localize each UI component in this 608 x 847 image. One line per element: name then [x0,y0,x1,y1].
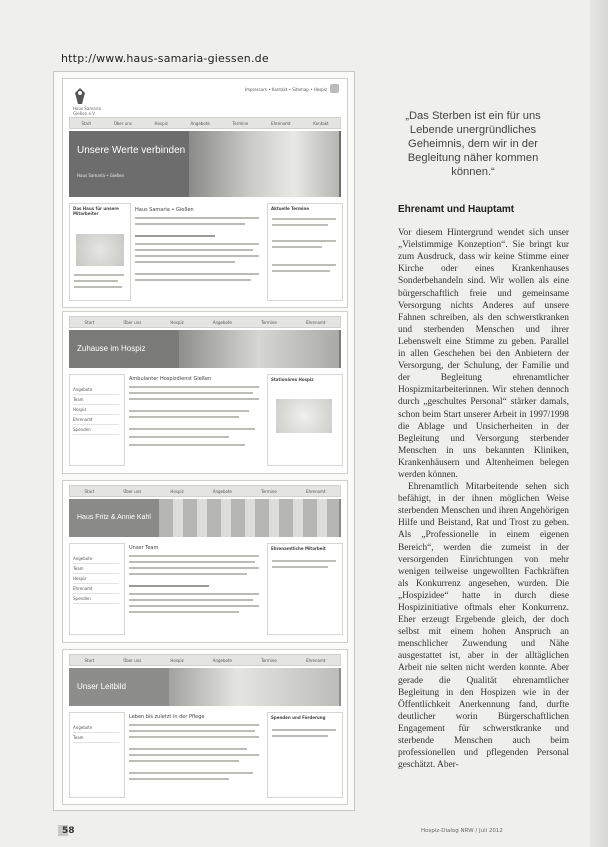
nav-item: Start [84,488,95,494]
sidebar-item: Angebote [73,556,119,564]
hero-title: Zuhause im Hospiz [77,344,146,353]
box-title: Aktuelle Termine [271,206,310,211]
article-paragraph: Vor diesem Hintergrund wendet sich unser „Vielstimmige Konzeption“. Sie bringt kur zum Ausdruck, dass wir keine Stimme einer Kirche oder eines Krankenhauses Sonderbehandeln sind. Wir wollen als eine bürgerschaftlich freie und gemeinsame Versorgung nichts Anderes auf unsere Fahnen schreiben, als den schwerstkranken und sterbenden Menschen und ihrer Lebenswelt eine Stimme zu geben. Parallel in allen Geschehen bei den Anbietern der Versorgung, der Schulung, der Familie und der Begleitung ehrenamtlicher Hospizmitarbeiterinnen. Wir stehen dennoch durch „geschultes Personal“ stärker damals, schon beim Start unserer Arbeit in 1997/1998 die Ablage und Unsicherheiten in der Begleitung und Versorgung sterbender Menschen in uns bekannten Kliniken, Krankenhäusern und Altenheimen belegen werden können. [398,228,569,480]
box-title: Stationäres Hospiz [271,377,314,382]
sidebar [69,374,125,466]
hero-title: Unser Leitbild [77,682,126,691]
main-nav [69,316,341,328]
main-nav [69,654,341,666]
nav-item: Start [84,657,95,663]
hero-subtitle: Haus Samaria • Gießen [77,173,124,178]
sidebar-item: Spenden [73,596,119,604]
sidebar-item: Team [73,566,119,574]
nav-item: Termine [261,488,277,494]
sidebar-item: Angebote [73,725,119,733]
nav-item: Hospiz [154,120,168,126]
nav-item: Ehrenamt [271,120,291,126]
nav-item: Angebote [212,657,233,663]
box-image [276,399,332,433]
main-nav [69,485,341,497]
nav-item: Angebote [190,120,210,126]
info-box-right [267,374,343,466]
sidebar-item: Angebote [73,387,119,395]
sidebar-item: Team [73,735,119,743]
nav-item: Ehrenamt [305,657,326,663]
nav-item: Hospiz [170,319,184,325]
sidebar-item: Ehrenamt [73,586,119,594]
hero-banner [69,131,341,197]
nav-item: Über uns [123,657,142,663]
nav-item: Start [84,319,95,325]
box-title: Spenden und Förderung [271,715,326,720]
search-icon [330,84,339,93]
nav-item: Termine [261,657,277,663]
website-screenshots [53,71,355,811]
box-title: Das Haus für unsere Mitarbeiter [73,206,119,216]
main-nav [69,117,341,129]
article-paragraph: Ehrenamtlich Mitarbeitende sehen sich befähigt, in der ihnen möglichen Weise sterbenden Menschen und ihren Angehörigen Hilfe und Beistand, Rat und Trost zu geben. Als „Professionelle in einem eigenen Bereich“, werden die zumeist in der versorgenden Einrichtungen von mehr wenigen teilweise ungewollten Fachkräften als Konkurrenz angesehen, wurden. Die „Hospizidee“ hatte in durch diese Hospizinitiative oftmals eher Konkurrenz. Eher erzeugt Ergebende gleich, der doch selbst mit einem hohen Anspruch an menschlicher Zuwendung und Nähe ausgestattet ist, aber in der alltäglichen Arbeit nie selten nicht werden konnte. Aber gerade die Qualität ehrenamtlicher Begleitung in den Hospizen wie in der Öffentlichkeit Anerkennung fand, durfte deutlicher worin Bürgerschaftlichen Engagement für schwerstkranke und sterbende Menschen auch beim professionellen und pflegenden Personal geschätzt. Aber- [398,482,569,771]
nav-item: Angebote [212,488,233,494]
article-column [398,204,569,771]
hero-banner [69,668,341,706]
info-box-right [267,712,343,798]
hero-image [159,499,339,537]
hero-image [189,131,339,197]
nav-item: Start [81,120,92,126]
section-heading: Ambulanter Hospizdienst Gießen [129,376,212,382]
hero-title: Unsere Werte verbinden [77,145,186,156]
nav-item: Über uns [113,120,132,126]
hero-title: Haus Fritz & Annie Kahl [77,514,151,521]
hero-banner [69,330,341,368]
sidebar-item: Spenden [73,427,119,435]
page-footer: Hospiz-Dialog NRW / Juli 2012 [421,828,503,834]
screenshot-leitbild [62,649,348,805]
hero-banner [69,499,341,537]
page-edge [590,0,608,847]
nav-item: Über uns [123,319,142,325]
sidebar [69,712,125,798]
logo-icon [73,87,87,105]
info-box-left [69,203,131,301]
nav-item: Ehrenamt [305,488,326,494]
screenshot-team [62,480,348,643]
nav-item: Termine [232,120,249,126]
nav-item: Über uns [123,488,142,494]
meta-links: Impressum • Kontakt • Sitemap • Hospiz [244,87,327,92]
article-heading: Ehrenamt und Hauptamt [398,204,515,215]
hero-image [179,330,339,368]
sidebar-item: Team [73,397,119,405]
nav-item: Termine [261,319,277,325]
info-box-right [267,543,343,635]
screenshot-home [62,78,348,308]
sidebar [69,543,125,635]
sidebar-item: Hospiz [73,576,119,584]
pull-quote: „Das Sterben ist ein für uns Lebende unergründliches Geheimnis, dem wir in der Begleitung näher kommen können.“ [405,110,541,178]
box-title: Ehrenamtliche Mitarbeit [271,546,326,551]
screenshot-hospiz [62,311,348,474]
nav-item: Ehrenamt [305,319,326,325]
sidebar-item: Hospiz [73,407,119,415]
section-heading: Unser Team [129,545,159,551]
box-image [76,234,124,266]
nav-item: Hospiz [170,657,184,663]
logo-text: Haus Samaria Gießen e.V. [73,106,101,116]
website-url: http://www.haus-samaria-giessen.de [61,52,269,65]
nav-item: Hospiz [170,488,184,494]
sidebar-item: Ehrenamt [73,417,119,425]
nav-item: Kontakt [313,120,329,126]
hero-image [169,668,339,706]
info-box-right [267,203,343,301]
section-heading: Leben bis zuletzt in der Pflege [129,714,205,720]
page-number: 58 [62,826,75,836]
nav-item: Angebote [212,319,233,325]
section-heading: Haus Samaria • Gießen [135,207,194,213]
